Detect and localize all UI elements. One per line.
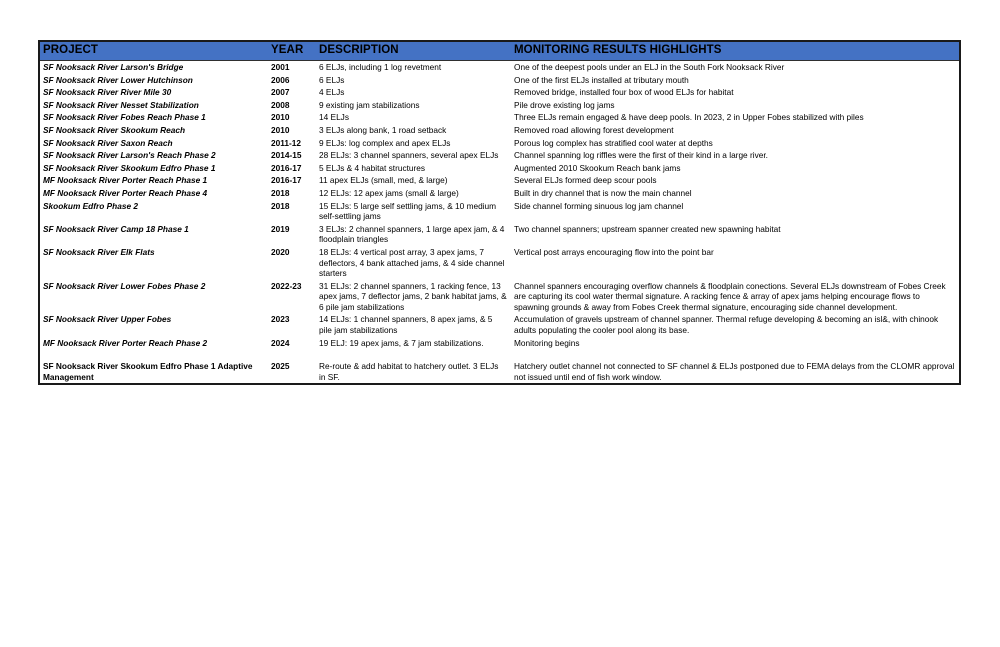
cell-description: 6 ELJs, including 1 log revetment (319, 62, 442, 72)
cell-year: 2023 (271, 314, 290, 325)
table-row[interactable] (39, 162, 960, 175)
table-row[interactable] (39, 313, 960, 336)
cell-project: SF Nooksack River Lower Hutchinson (43, 74, 193, 85)
cell-project: SF Nooksack River Saxon Reach (43, 137, 173, 148)
cell-year: 2018 (271, 187, 290, 198)
cell-year: 2007 (271, 87, 290, 98)
cell-project: MF Nooksack River Porter Reach Phase 2 (43, 337, 208, 348)
cell-project: SF Nooksack River Skookum Edfro Phase 1 Adaptive Management (43, 361, 253, 382)
cell-description: 3 ELJs along bank, 1 road setback (319, 124, 447, 135)
cell-year: 2018 (271, 200, 290, 211)
cell-monitoring-results: Removed bridge, installed four box of wood ELJs for habitat (514, 87, 734, 98)
table-row[interactable] (39, 124, 960, 137)
cell-monitoring-results: Accumulation of gravels upstream of channel spanner. Thermal refuge developing & becoming an isl&, with chinook adults populating the cooler pool along its base. (514, 314, 939, 336)
table-row-spacer (39, 349, 960, 360)
cell-description: Re-route & add habitat to hatchery outlet. 3 ELJs in SF. (319, 361, 499, 382)
cell-monitoring-results: One of the first ELJs installed at tributary mouth (514, 74, 689, 85)
column-header-project: PROJECT (39, 41, 268, 61)
cell-description: 14 ELJs: 1 channel spanners, 8 apex jams, & 5 pile jam stabilizations (319, 314, 493, 336)
cell-description: 12 ELJs: 12 apex jams (small & large) (319, 187, 459, 198)
cell-project: SF Nooksack River Nesset Stabilization (43, 99, 199, 110)
table-header (39, 41, 960, 61)
table-row[interactable] (39, 61, 960, 74)
cell-year: 2006 (271, 74, 290, 85)
cell-description: 6 ELJs (319, 74, 345, 85)
table-row[interactable] (39, 200, 960, 223)
column-header-monitoring-results: MONITORING RESULTS HIGHLIGHTS (511, 41, 960, 61)
cell-monitoring-results: Monitoring begins (514, 337, 580, 348)
cell-year: 2024 (271, 337, 290, 348)
cell-project: SF Nooksack River River Mile 30 (43, 87, 172, 98)
cell-project: SF Nooksack River Upper Fobes (43, 314, 172, 325)
cell-project: SF Nooksack River Lower Fobes Phase 2 (43, 280, 206, 291)
cell-project: SF Nooksack River Fobes Reach Phase 1 (43, 112, 206, 123)
table-body (39, 61, 960, 385)
cell-year: 2014-15 (271, 150, 302, 161)
cell-description: 4 ELJs (319, 87, 345, 98)
cell-description: 9 ELJs: log complex and apex ELJs (319, 137, 451, 148)
table-row[interactable] (39, 187, 960, 200)
cell-monitoring-results: Several ELJs formed deep scour pools (514, 175, 657, 186)
table-row[interactable] (39, 149, 960, 162)
cell-year: 2011-12 (271, 137, 301, 148)
cell-year: 2025 (271, 361, 290, 372)
projects-table-container (38, 40, 959, 385)
cell-project: SF Nooksack River Skookum Edfro Phase 1 (43, 162, 216, 173)
cell-monitoring-results: Three ELJs remain engaged & have deep pools. In 2023, 2 in Upper Fobes stabilized with piles (514, 112, 864, 123)
cell-monitoring-results: Vertical post arrays encouraging flow into the point bar (514, 246, 714, 257)
cell-monitoring-results: Two channel spanners; upstream spanner created new spawning habitat (514, 223, 781, 234)
cell-monitoring-results: Channel spanning log riffles were the first of their kind in a large river. (514, 150, 768, 161)
cell-year: 2008 (271, 99, 290, 110)
cell-description: 28 ELJs: 3 channel spanners, several apex ELJs (319, 150, 499, 161)
cell-description: 19 ELJ: 19 apex jams, & 7 jam stabilizations. (319, 337, 484, 348)
cell-description: 11 apex ELJs (small, med, & large) (319, 175, 448, 186)
table-row[interactable] (39, 360, 960, 384)
table-header-row (39, 41, 960, 61)
cell-year: 2010 (271, 112, 290, 123)
cell-year: 2020 (271, 246, 290, 257)
cell-monitoring-results: Porous log complex has stratified cool water at depths (514, 137, 713, 148)
table-row[interactable] (39, 174, 960, 187)
column-header-year: YEAR (268, 41, 316, 61)
cell-project: MF Nooksack River Porter Reach Phase 1 (43, 175, 208, 186)
table-row[interactable] (39, 137, 960, 150)
table-row[interactable] (39, 223, 960, 246)
cell-description: 9 existing jam stabilizations (319, 99, 420, 110)
cell-description: 18 ELJs: 4 vertical post array, 3 apex jams, 7 deflectors, 4 bank attached jams, & 4 side channel starters (319, 246, 505, 279)
table-row-spacer-cell (39, 349, 960, 360)
cell-year: 2001 (271, 62, 290, 72)
cell-year: 2019 (271, 223, 290, 234)
table-row[interactable] (39, 111, 960, 124)
cell-project: SF Nooksack River Larson's Reach Phase 2 (43, 150, 216, 161)
table-row[interactable] (39, 280, 960, 314)
cell-year: 2010 (271, 124, 290, 135)
cell-description: 15 ELJs: 5 large self settling jams, & 10 medium self-settling jams (319, 200, 497, 222)
cell-project: SF Nooksack River Elk Flats (43, 246, 155, 257)
table-row[interactable] (39, 74, 960, 87)
cell-year: 2016-17 (271, 162, 302, 173)
cell-project: SF Nooksack River Camp 18 Phase 1 (43, 223, 189, 234)
cell-project: SF Nooksack River Skookum Reach (43, 124, 186, 135)
cell-monitoring-results: Augmented 2010 Skookum Reach bank jams (514, 162, 681, 173)
cell-monitoring-results: Pile drove existing log jams (514, 99, 615, 110)
cell-project: Skookum Edfro Phase 2 (43, 200, 138, 211)
cell-description: 14 ELJs (319, 112, 349, 123)
cell-monitoring-results: One of the deepest pools under an ELJ in the South Fork Nooksack River (514, 62, 785, 72)
cell-year: 2016-17 (271, 175, 302, 186)
cell-project: SF Nooksack River Larson's Bridge (43, 62, 184, 72)
cell-monitoring-results: Removed road allowing forest development (514, 124, 674, 135)
cell-monitoring-results: Channel spanners encouraging overflow channels & floodplain conections. Several ELJs downstream of Fobes Creek are capturing its cool water thermal signature. A racking fence & array of apex jams helping encourage flows to spawning grounds & away from Fobes Creek thermal signature, encouraging side channel development. (514, 280, 946, 312)
cell-monitoring-results: Hatchery outlet channel not connected to SF channel & ELJs postponed due to FEMA delays from the CLOMR approval not issued until end of fish work window. (514, 361, 955, 382)
cell-monitoring-results: Side channel forming sinuous log jam channel (514, 200, 684, 211)
table-row[interactable] (39, 86, 960, 99)
cell-monitoring-results: Built in dry channel that is now the main channel (514, 187, 692, 198)
table-row[interactable] (39, 246, 960, 280)
table-row[interactable] (39, 99, 960, 112)
cell-project: MF Nooksack River Porter Reach Phase 4 (43, 187, 208, 198)
cell-description: 5 ELJs & 4 habitat structures (319, 162, 426, 173)
table-row[interactable] (39, 337, 960, 350)
cell-description: 3 ELJs: 2 channel spanners, 1 large apex jam, & 4 floodplain triangles (319, 223, 505, 245)
cell-year: 2022-23 (271, 280, 302, 291)
projects-table (38, 40, 961, 385)
column-header-description: DESCRIPTION (316, 41, 511, 61)
cell-description: 31 ELJs: 2 channel spanners, 1 racking fence, 13 apex jams, 7 deflector jams, 2 bank habitat jams, & 6 pile jam stabilizations (319, 280, 507, 312)
